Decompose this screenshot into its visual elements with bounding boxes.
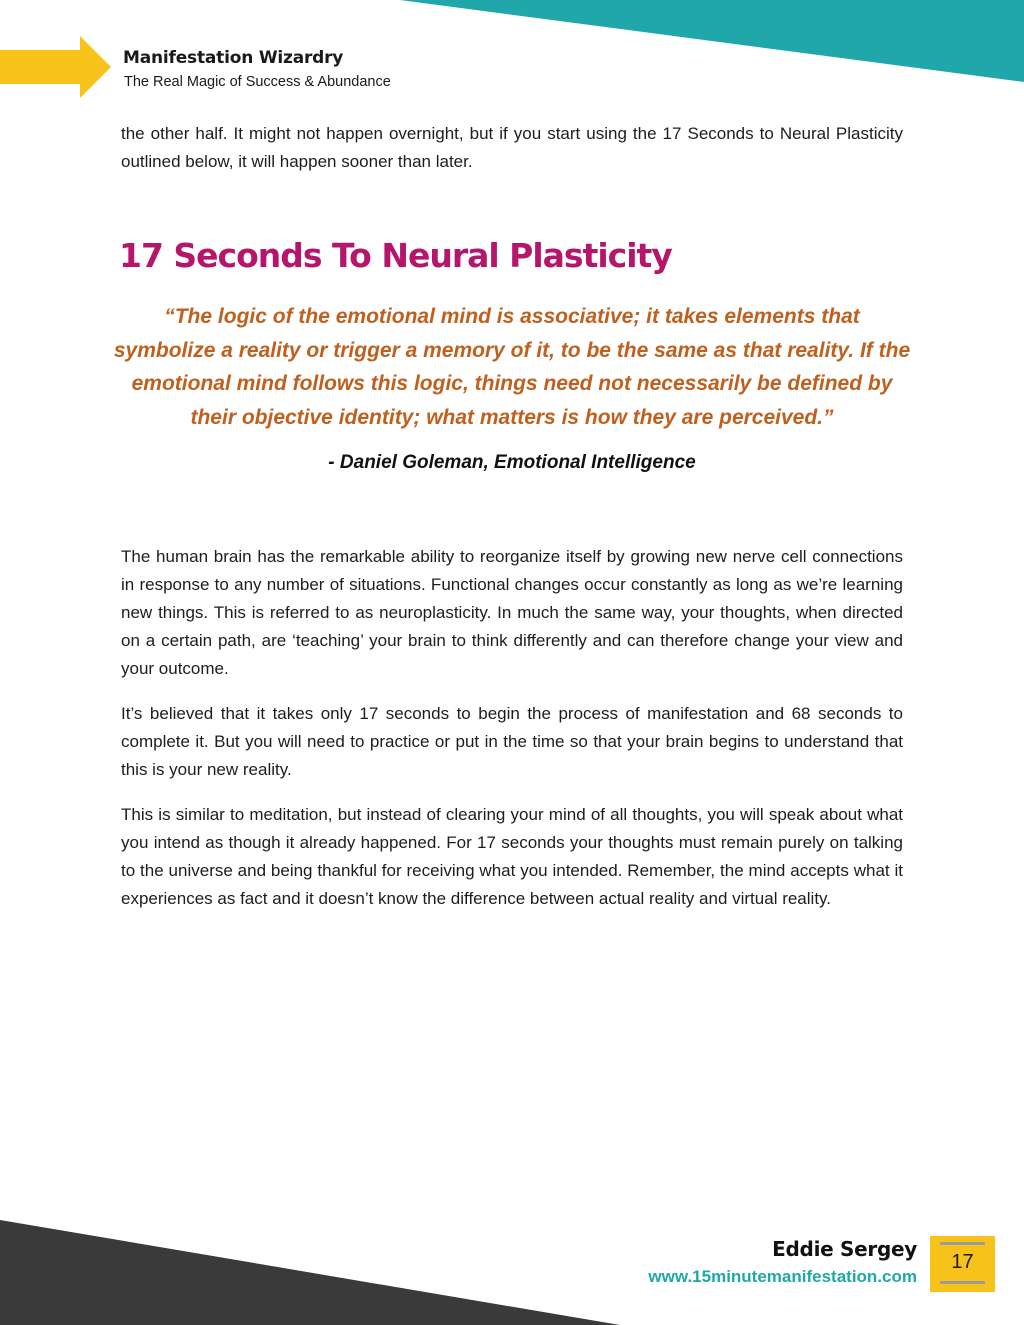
dark-corner-band: [0, 1220, 620, 1325]
yellow-arrow-icon: [0, 36, 111, 98]
page-box-top-rule: [940, 1242, 985, 1245]
section-heading: 17 Seconds To Neural Plasticity: [119, 236, 672, 275]
author-name: Eddie Sergey: [772, 1237, 917, 1261]
website-link[interactable]: www.15minutemanifestation.com: [648, 1267, 917, 1286]
pull-quote: “The logic of the emotional mind is associative; it takes elements that symbolize a reality or trigger a memory of it, to be the same as that reality. If the emotional mind follows this logic, things need not necessarily be defined by their objective identity; what matters is how they are perceived.”: [113, 305, 911, 429]
body-paragraph-1: The human brain has the remarkable ability to reorganize itself by growing new nerve cell connections in response to any number of situations. Functional changes occur constantly as long as we’re learning new things. This is referred to as neuroplasticity. In much the same way, your thoughts, when directed on a certain path, are ‘teaching’ your brain to think differently and can therefore change your view and your outcome.: [121, 547, 903, 678]
quote-attribution: - Daniel Goleman, Emotional Intelligence: [328, 452, 696, 473]
body-paragraph-3: This is similar to meditation, but instead of clearing your mind of all thoughts, you will speak about what you intend as though it already happened. For 17 seconds your thoughts must remain purely on talking to the universe and being thankful for receiving what you intended. Remember, the mind accepts what it experiences as fact and it doesn’t know the difference between actual reality and virtual reality.: [121, 805, 903, 908]
body-paragraph-2: It’s believed that it takes only 17 seconds to begin the process of manifestation and 68 seconds to complete it. But you will need to practice or put in the time so that your brain begins to understand that this is your new reality.: [121, 704, 903, 779]
page-box-bottom-rule: [940, 1281, 985, 1284]
brand-title: Manifestation Wizardry: [123, 48, 344, 68]
brand-subtitle: The Real Magic of Success & Abundance: [124, 74, 391, 90]
teal-corner-band: [400, 0, 1024, 82]
page-number: 17: [951, 1251, 974, 1273]
page-number-box: [930, 1236, 995, 1292]
intro-paragraph: the other half. It might not happen overnight, but if you start using the 17 Seconds to Neural Plasticity outlined below, it will happen sooner than later.: [121, 124, 903, 171]
